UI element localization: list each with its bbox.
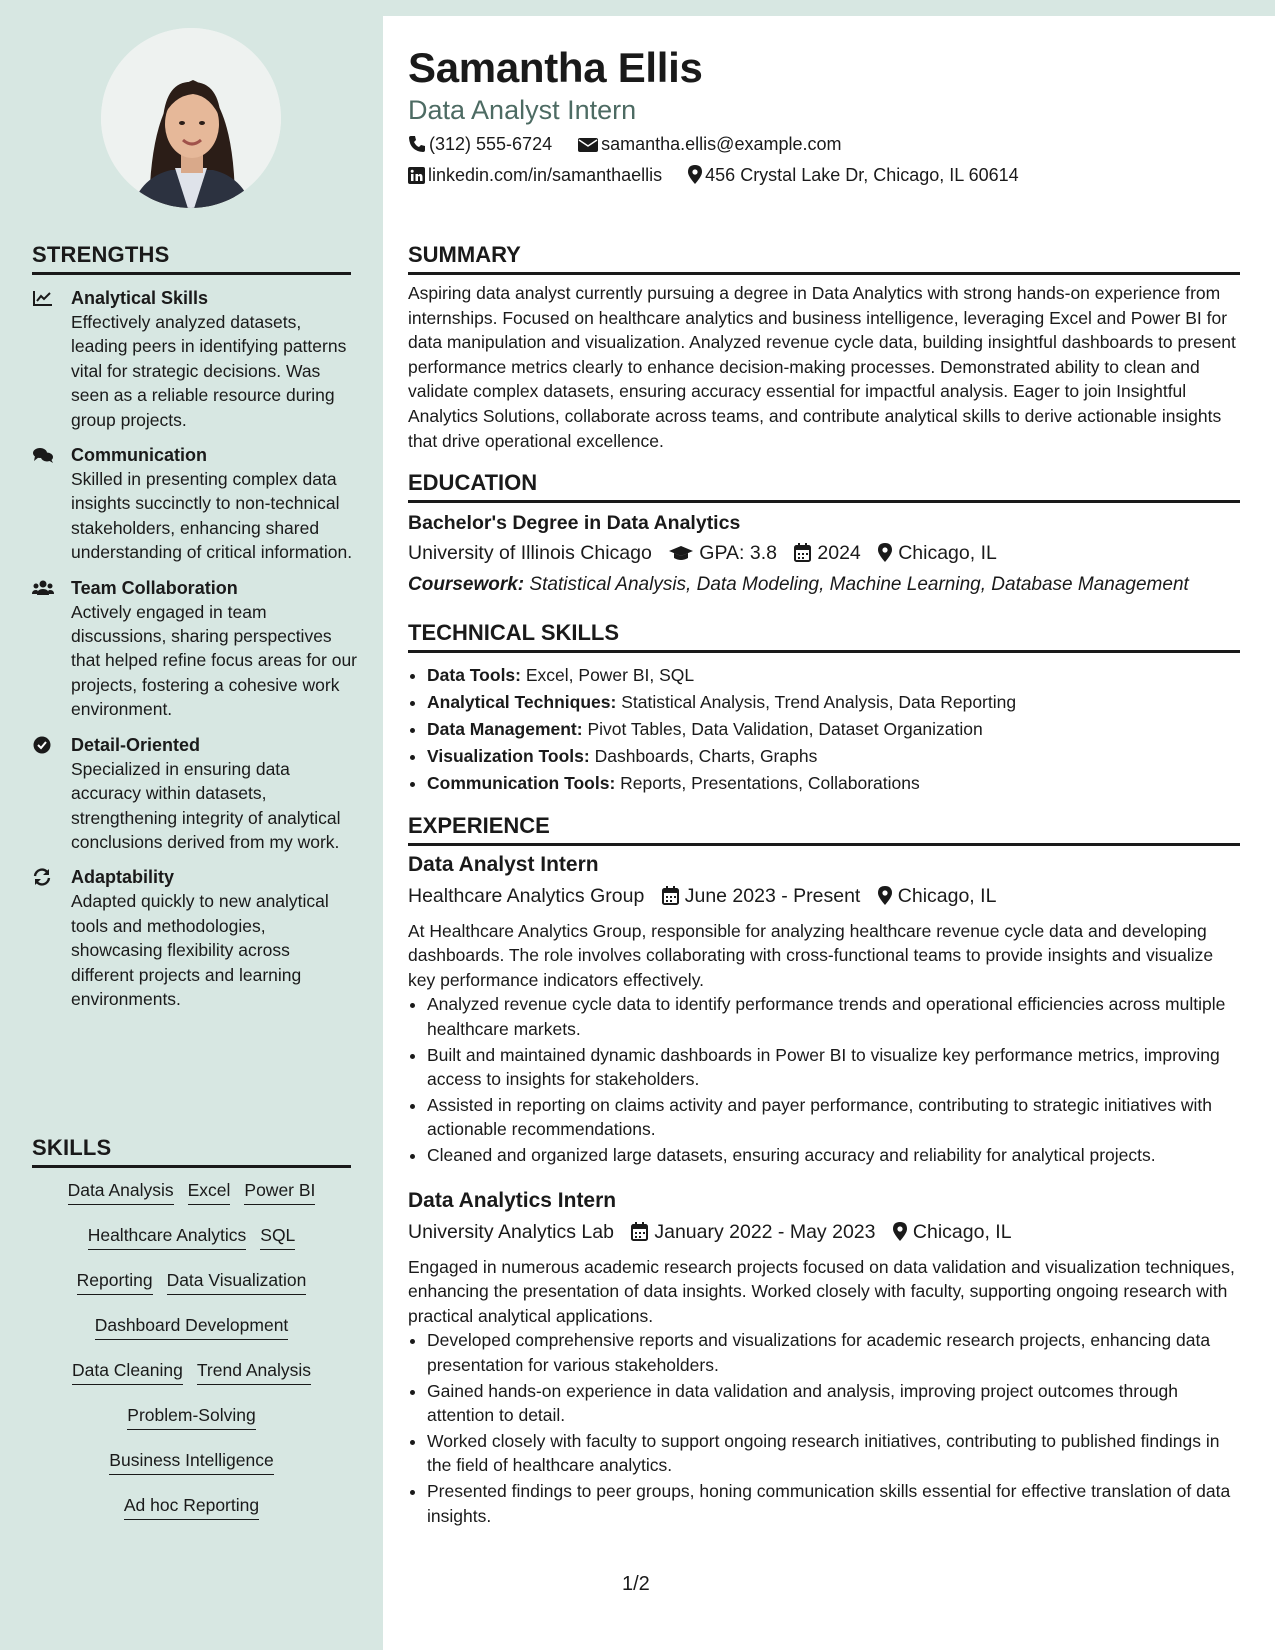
list-item	[427, 689, 1240, 716]
tech-label: Visualization Tools:	[427, 746, 590, 766]
tech-value: Pivot Tables, Data Validation, Dataset Organization	[587, 719, 983, 739]
tech-label: Communication Tools:	[427, 773, 616, 793]
list-item	[427, 662, 1240, 689]
skill-tag: Data Visualization	[167, 1270, 307, 1295]
skill-row	[32, 1405, 351, 1450]
profile-photo	[101, 28, 281, 208]
list-item: • Worked closely with faculty to support ongoing research initiatives, contributing to published findings in the field of healthcare analytics.	[427, 1429, 1240, 1478]
strength-title: Team Collaboration	[71, 577, 238, 598]
tech-value: Excel, Power BI, SQL	[525, 665, 695, 685]
job-meta	[408, 885, 996, 908]
address-text: 456 Crystal Lake Dr, Chicago, IL 60614	[705, 165, 1019, 185]
job-company: Healthcare Analytics Group	[408, 885, 645, 907]
skills-list	[32, 1180, 351, 1540]
candidate-name: Samantha Ellis	[408, 44, 703, 91]
list-item	[427, 716, 1240, 743]
linkedin-link[interactable]: linkedin.com/in/samanthaellis	[428, 165, 663, 185]
users-icon	[32, 579, 54, 597]
skill-tag: Reporting	[77, 1270, 153, 1295]
skill-row	[32, 1495, 351, 1540]
skill-row	[32, 1450, 351, 1495]
job-meta	[408, 1221, 1012, 1244]
skill-row	[32, 1270, 351, 1315]
job-dates: June 2023 - Present	[684, 885, 861, 907]
skill-tag: Trend Analysis	[197, 1360, 311, 1385]
strengths-list	[32, 287, 357, 1023]
skill-tag: SQL	[260, 1225, 295, 1250]
list-item: • Gained hands-on experience in data validation and analysis, improving project outcomes through attention to detail.	[427, 1379, 1240, 1428]
strength-desc: Actively engaged in team discussions, sharing perspectives that helped refine focus areas for our projects, fostering a cohesive work environment.	[71, 601, 358, 720]
email-link[interactable]: samantha.ellis@example.com	[601, 134, 842, 154]
tech-label: Analytical Techniques:	[427, 692, 617, 712]
job-summary: At Healthcare Analytics Group, responsible for analyzing healthcare revenue cycle data and developing dashboards. The role involves collaborating with cross-functional teams to provide insights and visualize key performance indicators effectively.	[408, 921, 1214, 990]
strength-desc: Skilled in presenting complex data insights succinctly to non-technical stakeholders, enhancing shared understanding of critical information.	[71, 469, 353, 563]
job-company: University Analytics Lab	[408, 1221, 614, 1243]
list-item: • Analyzed revenue cycle data to identify performance trends and operational efficiencies across multiple healthcare markets.	[427, 992, 1240, 1041]
strength-title: Adaptability	[71, 867, 175, 888]
coursework-list: Statistical Analysis, Data Modeling, Machine Learning, Database Management	[529, 574, 1189, 595]
education-school: University of Illinois Chicago	[408, 542, 652, 564]
tech-value: Reports, Presentations, Collaborations	[620, 773, 920, 793]
skill-row	[32, 1315, 351, 1360]
list-item: • Cleaned and organized large datasets, ensuring accuracy and reliability for analytical projects.	[427, 1143, 1240, 1167]
skill-tag: Problem-Solving	[127, 1405, 255, 1430]
skill-tag: Ad hoc Reporting	[124, 1495, 259, 1520]
education-details	[408, 542, 997, 565]
coursework-label: Coursework:	[408, 574, 525, 595]
job-description	[408, 919, 1240, 1169]
chart-line-icon	[32, 289, 54, 307]
map-pin-icon	[878, 543, 892, 562]
job-summary: Engaged in numerous academic research projects focused on data validation and visualization techniques, enhancing the presentation of data insights. Worked closely with faculty, supporting ongoing research with practical analytical applications.	[408, 1257, 1235, 1326]
envelope-icon	[578, 137, 598, 153]
job-dates: January 2022 - May 2023	[654, 1221, 876, 1243]
strength-item	[32, 444, 357, 565]
page-number: 1/2	[622, 1573, 650, 1595]
job-location: Chicago, IL	[897, 885, 997, 907]
strength-desc: Effectively analyzed datasets, leading peers in identifying patterns vital for strategic decisions. Was seen as a reliable resource during group projects.	[71, 312, 347, 430]
education-year: 2024	[817, 542, 861, 564]
strength-title: Communication	[71, 445, 208, 466]
skill-row	[32, 1180, 351, 1225]
skill-row	[32, 1225, 351, 1270]
linkedin-icon	[408, 167, 425, 184]
calendar-icon	[662, 886, 679, 905]
skill-tag: Data Analysis	[68, 1180, 174, 1205]
education-location: Chicago, IL	[898, 542, 997, 564]
list-item	[427, 770, 1240, 797]
skill-tag: Power BI	[244, 1180, 315, 1205]
job-description	[408, 1255, 1240, 1529]
calendar-icon	[631, 1222, 648, 1241]
summary-heading: SUMMARY	[408, 242, 1240, 275]
skill-tag: Business Intelligence	[109, 1450, 273, 1475]
coursework-line	[408, 574, 1189, 596]
tech-label: Data Management:	[427, 719, 583, 739]
phone-text[interactable]: (312) 555-6724	[429, 134, 553, 154]
strength-item	[32, 287, 357, 432]
calendar-icon	[794, 543, 811, 562]
education-gpa: GPA: 3.8	[699, 542, 777, 564]
job-location: Chicago, IL	[912, 1221, 1012, 1243]
job-title: Data Analytics Intern	[408, 1189, 617, 1212]
strengths-heading: STRENGTHS	[32, 242, 351, 275]
skill-row	[32, 1360, 351, 1405]
phone-icon	[408, 135, 426, 153]
job-title: Data Analyst Intern	[408, 853, 599, 876]
strength-desc: Adapted quickly to new analytical tools and methodologies, showcasing flexibility across different projects and learning environments.	[71, 891, 329, 1009]
skill-tag: Excel	[188, 1180, 231, 1205]
contact-line-2	[408, 165, 1019, 186]
skill-tag: Dashboard Development	[95, 1315, 289, 1340]
strength-item	[32, 734, 357, 855]
strength-title: Detail-Oriented	[71, 734, 201, 755]
map-pin-icon	[893, 1222, 907, 1241]
tech-value: Statistical Analysis, Trend Analysis, Data Reporting	[621, 692, 1017, 712]
candidate-title: Data Analyst Intern	[408, 95, 637, 125]
strength-title: Analytical Skills	[71, 288, 209, 308]
skill-tag: Healthcare Analytics	[88, 1225, 247, 1250]
technical-skills-list	[408, 662, 1240, 797]
list-item: • Presented findings to peer groups, honing communication skills essential for effective translation of data insights.	[427, 1479, 1240, 1528]
education-heading: EDUCATION	[408, 470, 1240, 503]
list-item: • Built and maintained dynamic dashboards in Power BI to visualize key performance metrics, improving access to insights for stakeholders.	[427, 1043, 1240, 1092]
skills-heading: SKILLS	[32, 1135, 351, 1168]
tech-label: Data Tools:	[427, 665, 521, 685]
strength-item	[32, 866, 357, 1011]
summary-text: Aspiring data analyst currently pursuing a degree in Data Analytics with strong hands-on experience from internships. Focused on healthcare analytics and business intelligence, leveraging Excel and Power BI for data manipulation and visualization. Analyzed revenue cycle data, building insightful dashboards to present performance metrics clearly to enhance decision-making processes. Demonstrated ability to clean and validate complex datasets, ensuring accuracy essential for impactful analysis. Eager to join Insightful Analytics Solutions, collaborate across teams, and contribute analytical skills to derive actionable insights that drive operational excellence.	[408, 283, 1236, 451]
comments-icon	[32, 446, 54, 464]
education-degree: Bachelor's Degree in Data Analytics	[408, 512, 741, 534]
strength-desc: Specialized in ensuring data accuracy within datasets, strengthening integrity of analytical conclusions derived from my work.	[71, 758, 341, 852]
list-item: • Assisted in reporting on claims activity and payer performance, contributing to strategic initiatives with actionable recommendations.	[427, 1093, 1240, 1142]
experience-heading: EXPERIENCE	[408, 813, 1240, 846]
list-item: • Developed comprehensive reports and visualizations for academic research projects, enhancing data presentation for various stakeholders.	[427, 1328, 1240, 1377]
sync-icon	[32, 868, 54, 886]
tech-value: Dashboards, Charts, Graphs	[594, 746, 818, 766]
technical-skills-heading: TECHNICAL SKILLS	[408, 620, 1240, 653]
check-circle-icon	[32, 736, 54, 754]
skill-tag: Data Cleaning	[72, 1360, 183, 1385]
map-pin-icon	[688, 165, 702, 184]
map-pin-icon	[878, 886, 892, 905]
contact-line-1	[408, 134, 842, 155]
graduation-cap-icon	[669, 544, 693, 562]
strength-item	[32, 577, 357, 722]
list-item	[427, 743, 1240, 770]
